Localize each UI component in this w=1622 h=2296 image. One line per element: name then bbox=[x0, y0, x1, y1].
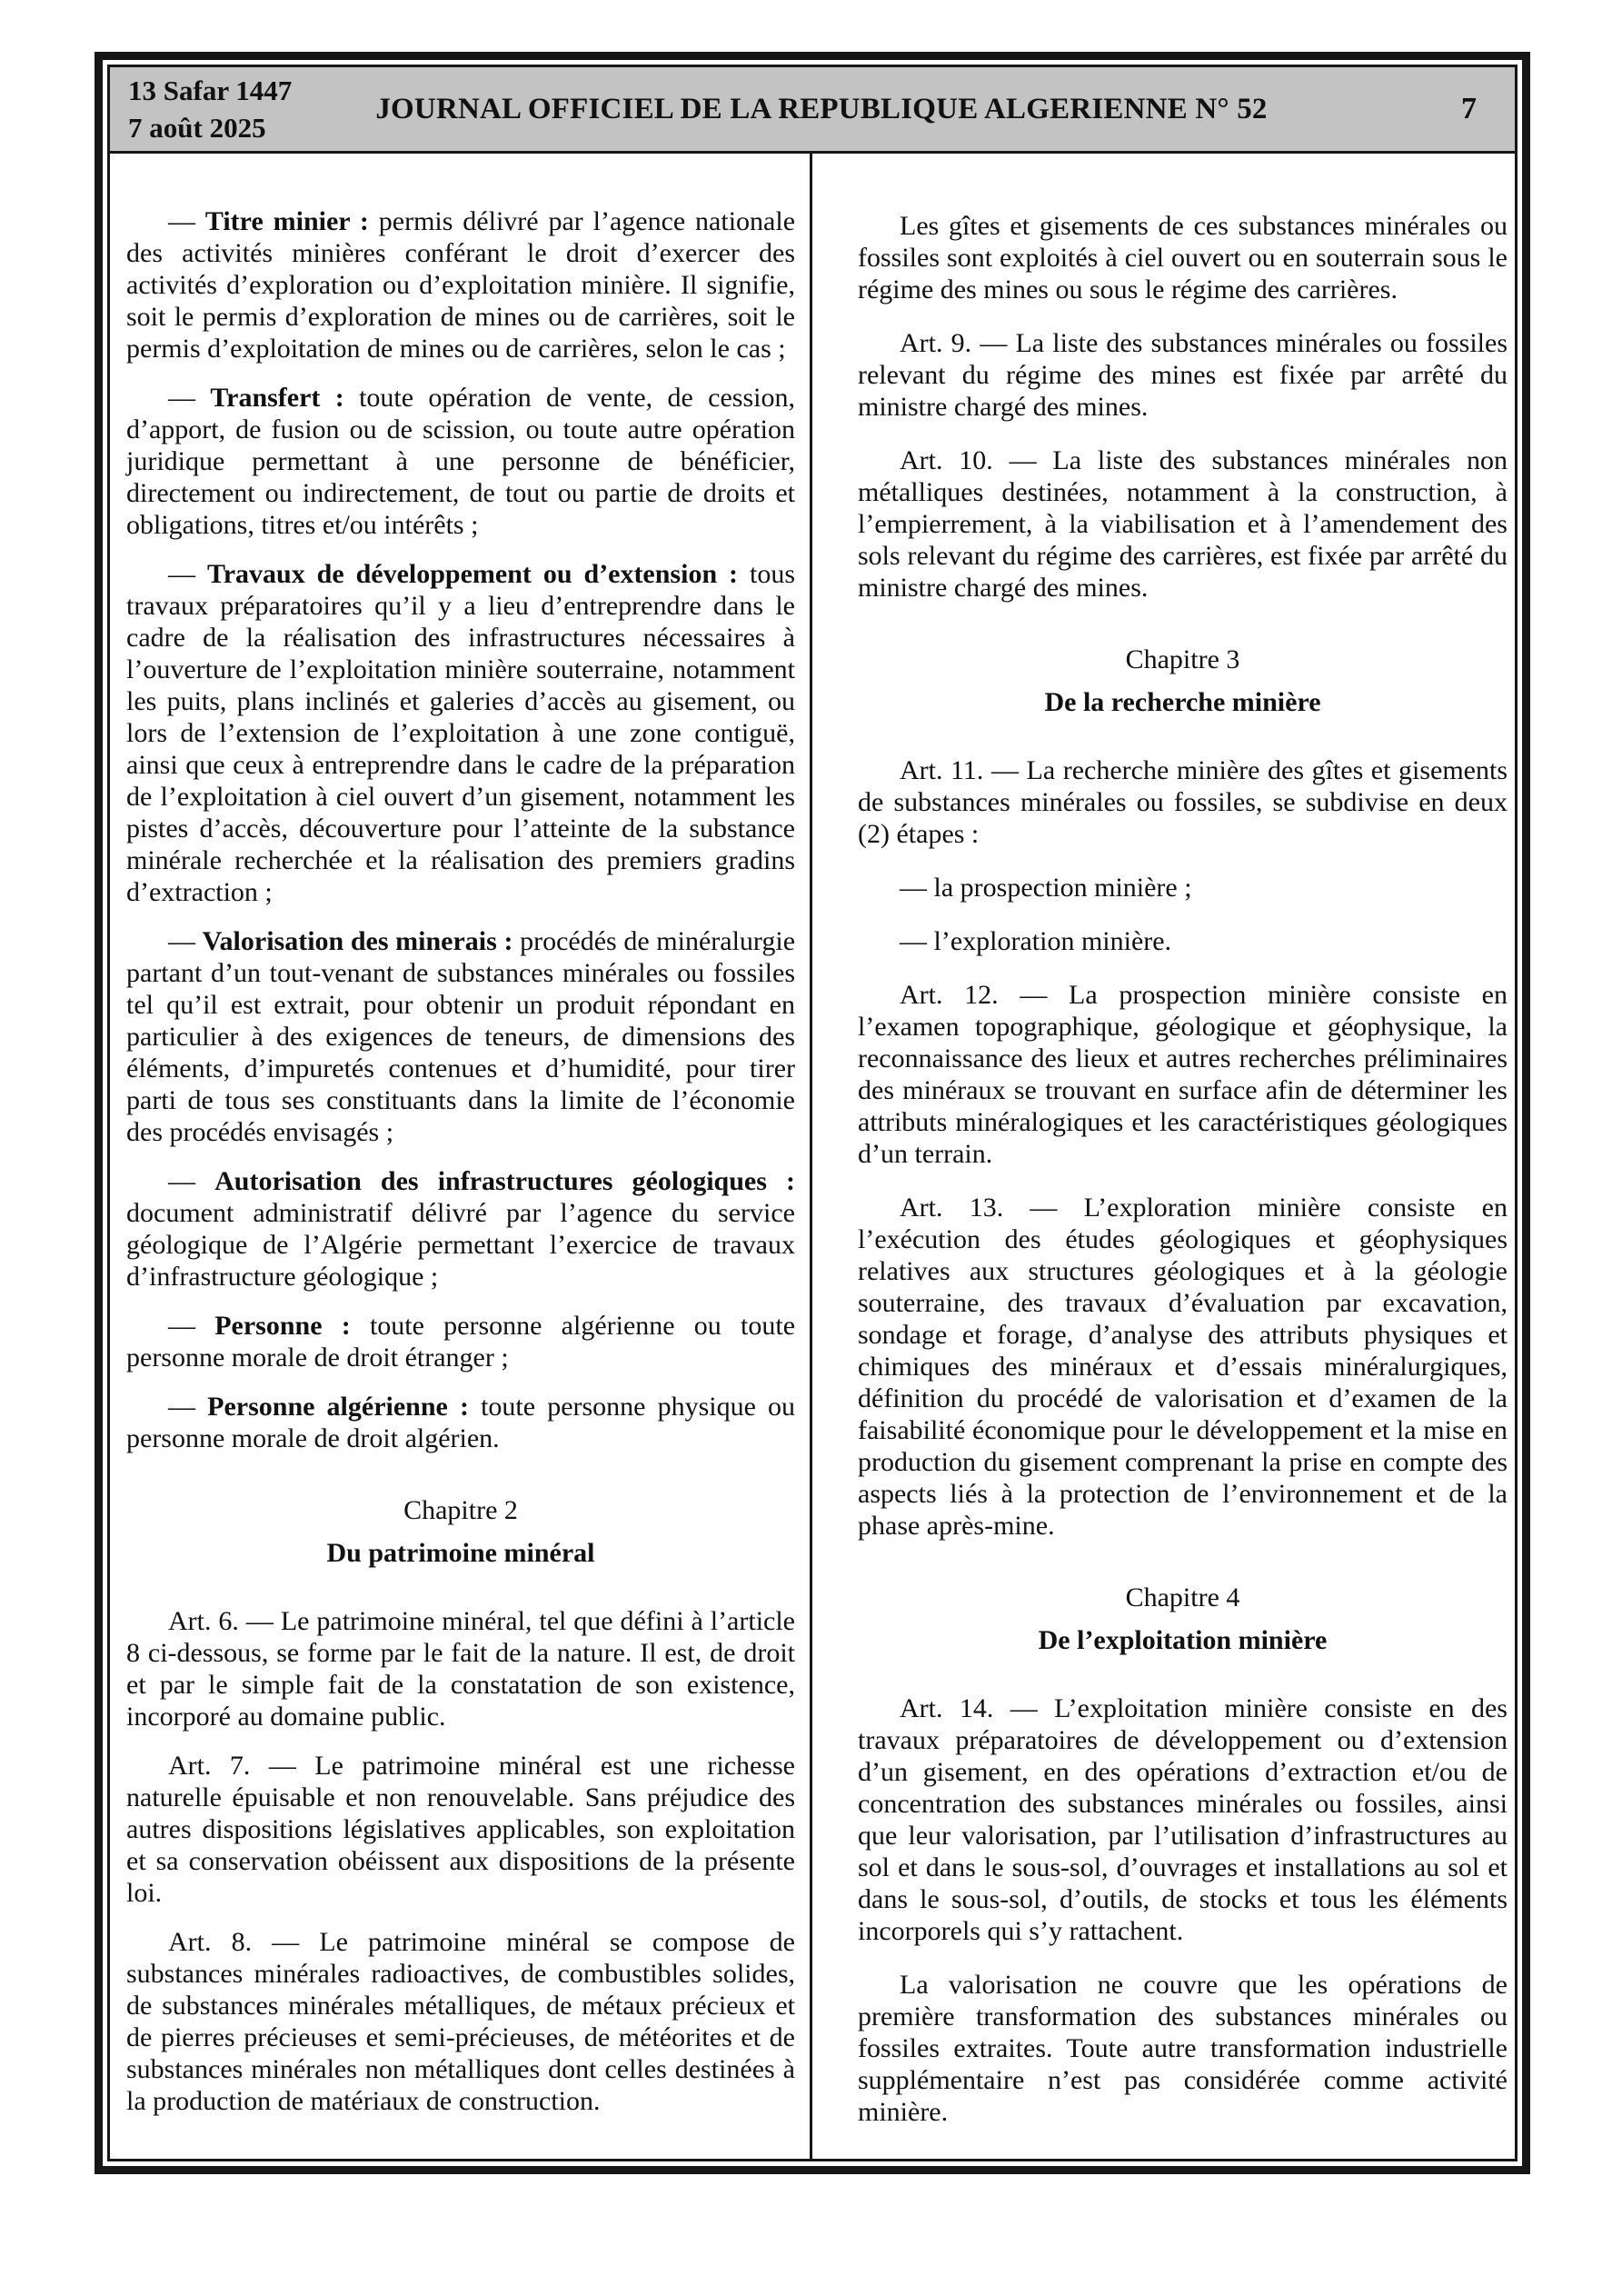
article-9: Art. 9. — La liste des substances minérales ou fossiles relevant du régime des mines est fixée par arrêté du ministre chargé des mines. bbox=[858, 328, 1508, 422]
article-11: Art. 11. — La recherche minière des gîtes et gisements de substances minérales ou fossiles, se subdivise en deux (2) étapes : bbox=[858, 755, 1508, 849]
paragraph-valorisation-couverture: La valorisation ne couvre que les opérations de première transformation des substances minérales ou fossiles extraites. Toute autre transformation industrielle supplémentaire n’est pas considérée comme activité minière. bbox=[858, 1970, 1508, 2127]
chapter-2-number: Chapitre 2 bbox=[403, 1495, 518, 1525]
dash: — bbox=[168, 383, 195, 413]
journal-title: JOURNAL OFFICIEL DE LA REPUBLIQUE ALGERIENNE N° 52 bbox=[375, 92, 1268, 125]
dash: — bbox=[168, 1392, 195, 1422]
page-content bbox=[110, 154, 1515, 2159]
article-14: Art. 14. — L’exploitation minière consiste en des travaux préparatoires de développement ou d’extension d’un gisement, en des opérations d’extraction et/ou de concentration des substances minérales ou fossiles, ainsi que leur valorisation, par l’utilisation d’infrastructures au sol et dans le sous-sol, d’ouvrages et installations au sol et dans le sous-sol, d’outils, de stocks et tous les éléments incorporels qui s’y rattachent. bbox=[858, 1693, 1508, 1946]
definition-text: toute personne physique ou personne morale de droit algérien. bbox=[126, 1392, 796, 1453]
dash: — bbox=[168, 559, 195, 589]
definition-autorisation bbox=[126, 1165, 795, 1293]
definition-valorisation bbox=[126, 925, 795, 1148]
definition-term: Transfert : bbox=[210, 383, 344, 413]
date-gregorian: 7 août 2025 bbox=[128, 112, 266, 144]
definition-transfert bbox=[126, 382, 795, 541]
article-8: Art. 8. — Le patrimoine minéral se compose de substances minérales radioactives, de combustibles solides, de substances minérales métalliques, de métaux précieux et de pierres précieuses et semi-précieuses, de météorites et de substances minérales non métalliques dont celles destinées à la production de matériaux de construction. bbox=[126, 1927, 795, 2116]
article-10: Art. 10. — La liste des substances minérales non métalliques destinées, notamment à la construction, à l’empierrement, à la viabilisation et à l’amendement des sols relevant du régime des carrières, est fixée par arrêté du ministre chargé des mines. bbox=[858, 445, 1508, 603]
definition-text: toute opération de vente, de cession, d’apport, de fusion ou de scission, ou toute autre opération juridique permettant à une personne de bénéficier, directement ou indirectement, de tout ou partie de droits et obligations, titres et/ou intérêts ; bbox=[126, 383, 795, 540]
date-hijri: 13 Safar 1447 bbox=[128, 75, 293, 106]
chapter-2-title: Du patrimoine minéral bbox=[326, 1538, 595, 1568]
definition-text: toute personne algérienne ou toute personne morale de droit étranger ; bbox=[126, 1311, 796, 1373]
article-7: Art. 7. — Le patrimoine minéral est une richesse naturelle épuisable et non renouvelable. Sans préjudice des autres dispositions législatives applicables, son exploitation et sa conservation obéissent aux dispositions de la présente loi. bbox=[126, 1751, 795, 1908]
dash: — bbox=[168, 206, 195, 236]
definition-term: Titre minier : bbox=[204, 206, 369, 236]
definition-term: Personne : bbox=[214, 1311, 351, 1341]
definition-titre-minier bbox=[126, 205, 795, 364]
definition-term: Travaux de développement ou d’extension : bbox=[206, 559, 739, 589]
article-12: Art. 12. — La prospection minière consiste en l’examen topographique, géologique et géophysique, la reconnaissance des lieux et autres recherches préliminaires des minéraux se trouvant en surface afin de déterminer les attributs minéralogiques et les caractéristiques géologiques d’un terrain. bbox=[858, 980, 1508, 1169]
dash: — bbox=[168, 1166, 195, 1196]
dash: — bbox=[168, 1311, 195, 1341]
definition-text: document administratif délivré par l’agence du service géologique de l’Algérie permettant l’exercice de travaux d’infrastructure géologique ; bbox=[126, 1198, 795, 1292]
chapter-3-number: Chapitre 3 bbox=[1125, 644, 1240, 674]
list-item-prospection: — la prospection minière ; bbox=[900, 873, 1192, 903]
definition-travaux bbox=[126, 558, 795, 908]
dash: — bbox=[168, 926, 195, 956]
article-6: Art. 6. — Le patrimoine minéral, tel que défini à l’article 8 ci-dessous, se forme par le fait de la nature. Il est, de droit et par le simple fait de la constatation de son existence, incorporé au domaine public. bbox=[126, 1606, 795, 1732]
definition-term: Personne algérienne : bbox=[207, 1392, 469, 1422]
list-item-exploration: — l’exploration minière. bbox=[900, 926, 1172, 956]
header-dates bbox=[110, 72, 355, 146]
definition-personne-algerienne bbox=[126, 1391, 795, 1454]
column-left bbox=[110, 154, 810, 2159]
chapter-4-title: De l’exploitation minière bbox=[1038, 1625, 1328, 1655]
definition-text: tous travaux préparatoires qu’il y a lieu d’entreprendre dans le cadre de la réalisation des infrastructures nécessaires à l’ouverture de l’exploitation minière souterraine, notamment les puits, plans inclinés et galeries d’accès au gisement, ou lors de l’extension de l’exploitation à une zone contiguë, ainsi que ceux à entreprendre dans le cadre de la préparation de l’exploitation à ciel ouvert d’un gisement, notamment les pistes d’accès, découverture pour l’atteinte de la substance minérale recherchée et la réalisation des premiers gradins d’extraction ; bbox=[126, 559, 796, 907]
chapter-4-number: Chapitre 4 bbox=[1125, 1582, 1240, 1612]
page-header bbox=[110, 67, 1515, 154]
definition-personne bbox=[126, 1310, 795, 1373]
definition-text: permis délivré par l’agence nationale des activités minières conférant le droit d’exercer des activités d’exploration ou d’exploitation minière. Il signifie, soit le permis d’exploration de mines ou de carrières, soit le permis d’exploitation de mines ou de carrières, selon le cas ; bbox=[126, 206, 796, 364]
paragraph-gites: Les gîtes et gisements de ces substances minérales ou fossiles sont exploités à ciel ouvert ou en souterrain sous le régime des mines ou sous le régime des carrières. bbox=[858, 211, 1508, 304]
definition-term: Valorisation des minerais : bbox=[202, 926, 513, 956]
column-right bbox=[812, 154, 1515, 2159]
article-13: Art. 13. — L’exploration minière consiste en l’exécution des études géologiques et géophysiques relatives aux structures géologiques et à la géologie souterraine, des travaux d’évaluation par excavation, sondage et forage, d’analyse des attributs physiques et chimiques des minéraux et d’essais minéralurgiques, définition du procédé de valorisation et d’examen de la faisabilité économique pour le développement et la mise en production du gisement comprenant la prise en compte des aspects liés à la protection de l’environnement et de la phase après-mine. bbox=[858, 1193, 1508, 1541]
definition-term: Autorisation des infrastructures géologiques : bbox=[214, 1166, 796, 1196]
chapter-3-title: De la recherche minière bbox=[1044, 687, 1321, 717]
definition-text: procédés de minéralurgie partant d’un tout-venant de substances minérales ou fossiles tel qu’il est extrait, pour obtenir un produit répondant en particulier à des exigences de teneurs, de dimensions des éléments, d’impuretés contenues et d’humidité, pour tirer parti de tous ses constituants dans la limite de l’économie des procédés envisagés ; bbox=[126, 926, 796, 1147]
page-inner-border bbox=[107, 65, 1518, 2161]
page-outer-border bbox=[95, 52, 1530, 2174]
page-number: 7 bbox=[1461, 92, 1477, 125]
